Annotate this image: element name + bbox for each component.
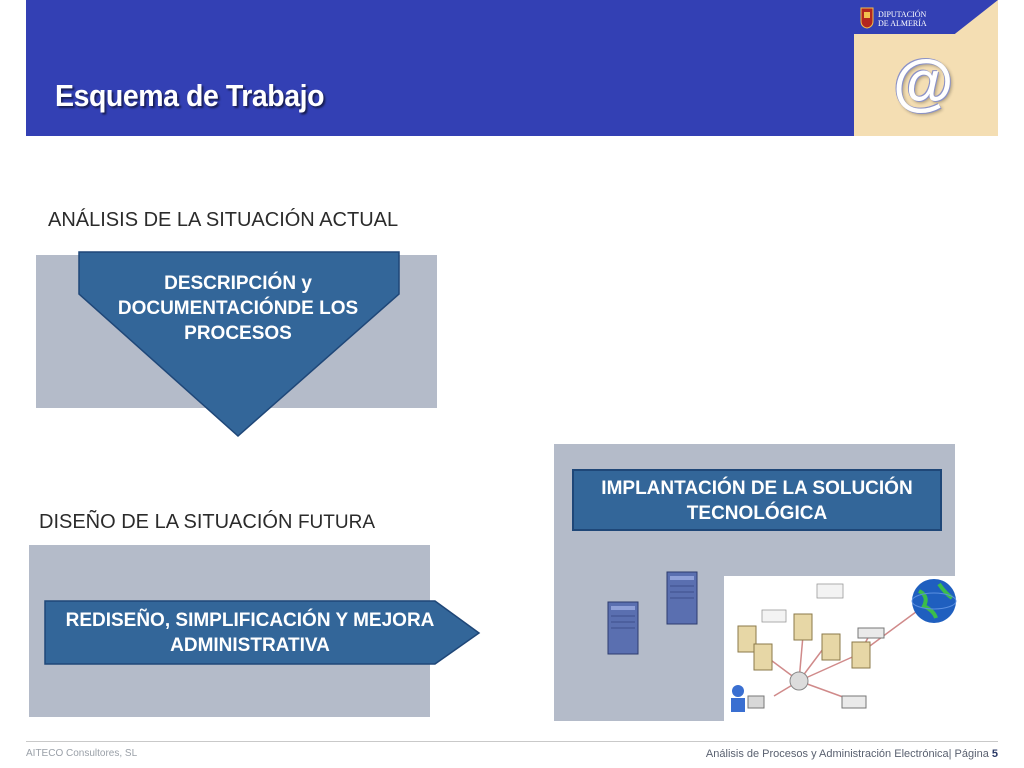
page-title: Esquema de Trabajo (55, 78, 325, 113)
institution-logo-text (878, 10, 927, 28)
analisis-line-3: PROCESOS (184, 323, 292, 344)
network-diagram-image (724, 576, 958, 722)
footer-divider (26, 741, 998, 742)
diseno-box-text (50, 608, 450, 658)
implantacion-box-text (574, 476, 940, 526)
analisis-line-2: DOCUMENTACIÓNDE LOS (117, 298, 359, 319)
diseno-line-1: REDISEÑO, SIMPLIFICACIÓN Y MEJORA (65, 610, 435, 631)
analisis-line-1: DESCRIPCIÓN y (164, 273, 312, 294)
footer-page-info (706, 748, 998, 760)
at-sign-icon: @ (893, 48, 954, 117)
implantacion-line-2: TECNOLÓGICA (686, 503, 828, 524)
diseno-line-2: ADMINISTRATIVA (170, 635, 330, 656)
header-bar (26, 0, 854, 136)
logo-line-1: DIPUTACIÓN (878, 10, 927, 19)
analisis-heading: ANÁLISIS DE LA SITUACIÓN ACTUAL (48, 209, 399, 231)
diseno-heading (39, 511, 375, 534)
page-number: 5 (991, 748, 998, 760)
coat-of-arms-icon (860, 7, 874, 29)
footer-document-title: Análisis de Procesos y Administración Electrónica| Página (705, 748, 989, 760)
diseno-heading-main: DISEÑO DE LA SITUACIÓN (39, 511, 293, 533)
server-tower-icon (606, 600, 642, 658)
analisis-box-text (90, 271, 386, 346)
logo-line-2: DE ALMERÍA (878, 19, 927, 28)
diseno-heading-suffix: FUTURA (297, 512, 376, 533)
footer-company: AITECO Consultores, SL (26, 748, 138, 759)
server-tower-icon (665, 570, 701, 628)
implantacion-line-1: IMPLANTACIÓN DE LA SOLUCIÓN (601, 478, 913, 499)
